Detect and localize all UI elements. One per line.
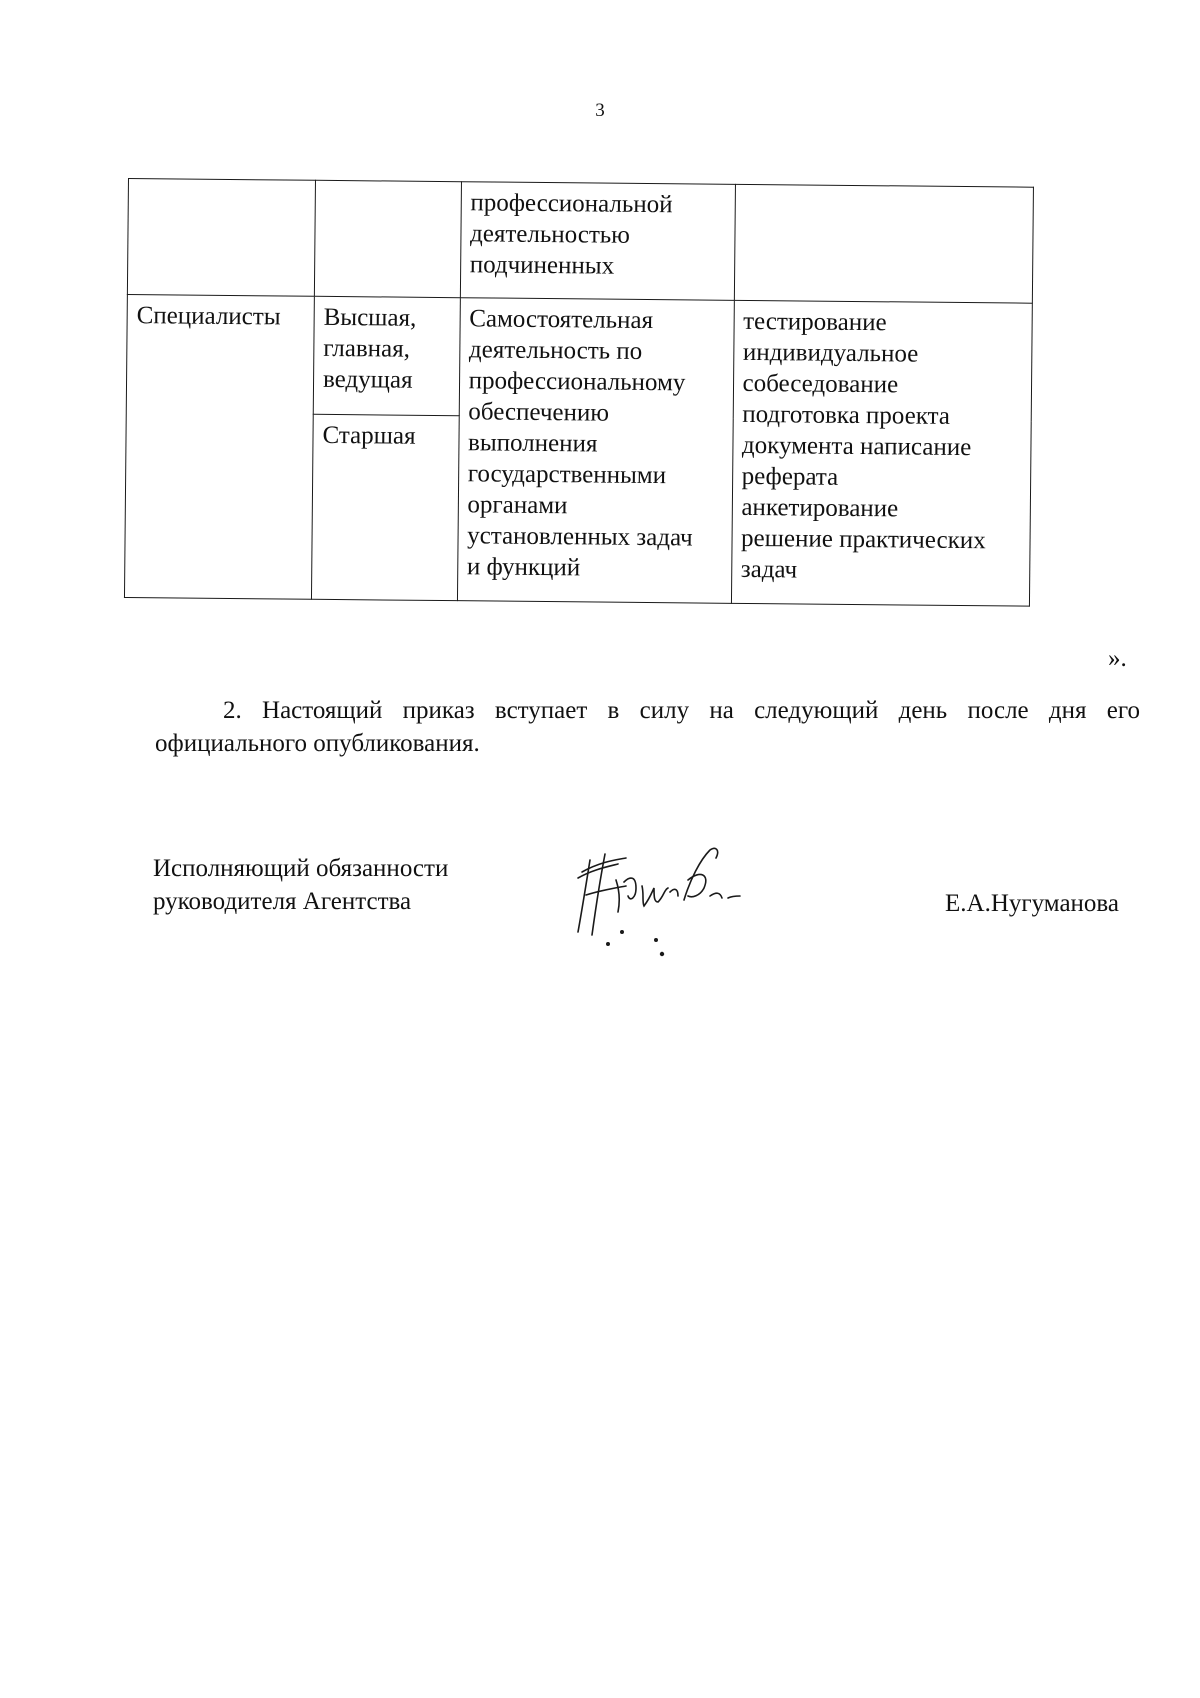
signer-name: Е.А.Нугуманова (945, 890, 1119, 917)
cell-group-senior (311, 414, 458, 600)
methods-specialists-text: тестирование индивидуальное собеседование подготовка проекта документа написание реферата анкетирование решение практических задач (740, 307, 986, 584)
cell-category-empty (127, 179, 315, 297)
closing-quote: ». (1108, 645, 1127, 672)
grades-table-wrapper (124, 178, 1034, 607)
cell-group-empty (314, 180, 461, 297)
group-high-text: Высшая, главная, ведущая (322, 303, 417, 394)
cell-category-specialists (124, 294, 314, 599)
cell-group-high (313, 296, 460, 415)
category-specialists-text: Специалисты (136, 302, 281, 331)
handwritten-signature (560, 840, 750, 970)
table-row-continuation (127, 179, 1033, 304)
cell-methods-empty (734, 184, 1034, 303)
cell-description-continuation (460, 182, 735, 301)
description-specialists-text: Самостоятельная деятельность по профессиональному обеспечению выполнения государственными органами установленных задач и функций (466, 305, 693, 582)
grades-table (124, 178, 1034, 607)
description-continuation-text: профессиональной деятельностью подчиненных (469, 189, 673, 280)
cell-description-specialists (457, 298, 734, 604)
page-number: 3 (595, 100, 605, 121)
group-senior-text: Старшая (322, 421, 416, 450)
signature-title: Исполняющий обязанности руководителя Агентства (153, 855, 449, 915)
cell-methods-specialists (731, 300, 1032, 606)
table-row-specialists-high (126, 294, 1032, 421)
paragraph-2: 2. Настоящий приказ вступает в силу на следующий день после дня его официального опубликования. (155, 697, 1140, 757)
